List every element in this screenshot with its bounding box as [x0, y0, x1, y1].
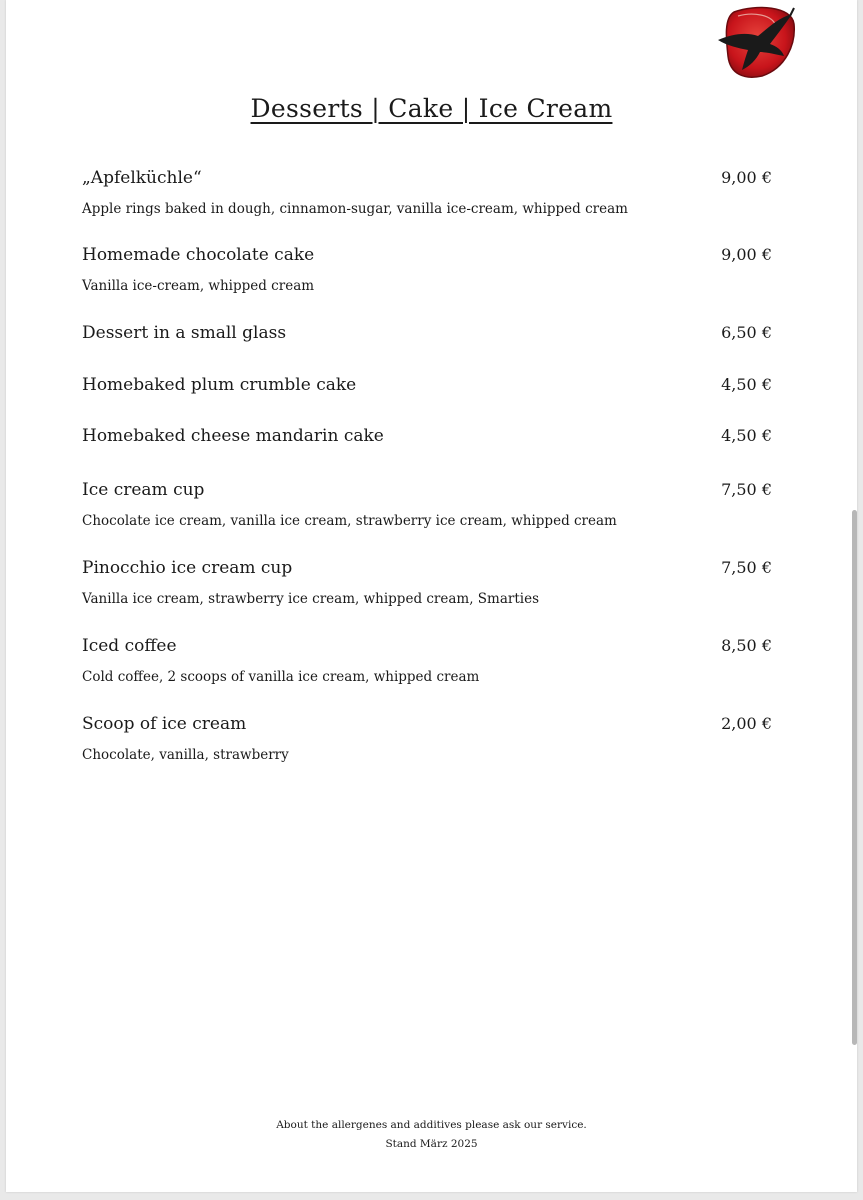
menu-item-description: Chocolate, vanilla, strawberry [82, 747, 289, 763]
menu-item-name: Homemade chocolate cake [82, 245, 315, 265]
menu-item-price: 9,00 € [721, 168, 772, 187]
menu-item-description: Vanilla ice-cream, whipped cream [82, 278, 315, 294]
menu-item-price: 9,00 € [721, 245, 772, 264]
menu-item-price: 8,50 € [721, 636, 772, 655]
menu-item-price: 4,50 € [721, 375, 772, 394]
eagle-logo-icon [712, 4, 798, 82]
menu-page [6, 0, 857, 1192]
menu-item-name: Iced coffee [82, 636, 177, 656]
menu-item-name: Dessert in a small glass [82, 323, 287, 343]
menu-item-description: Apple rings baked in dough, cinnamon-sugar, vanilla ice-cream, whipped cream [82, 201, 628, 217]
menu-item-description: Cold coffee, 2 scoops of vanilla ice cream, whipped cream [82, 669, 480, 685]
menu-title: Desserts | Cake | Ice Cream [250, 94, 613, 123]
menu-item-price: 6,50 € [721, 323, 772, 342]
menu-item-name: Homebaked cheese mandarin cake [82, 426, 384, 446]
menu-item-name: „Apfelküchle“ [82, 168, 202, 188]
vertical-scrollbar[interactable] [852, 510, 857, 1045]
menu-item-price: 7,50 € [721, 558, 772, 577]
menu-footer [6, 1116, 857, 1154]
date-line: Stand März 2025 [385, 1138, 478, 1150]
menu-item-name: Ice cream cup [82, 480, 205, 500]
menu-item-name: Pinocchio ice cream cup [82, 558, 293, 578]
menu-item-name: Homebaked plum crumble cake [82, 375, 357, 395]
menu-item-price: 2,00 € [721, 714, 772, 733]
menu-item-name: Scoop of ice cream [82, 714, 247, 734]
menu-item-price: 4,50 € [721, 426, 772, 445]
menu-item-price: 7,50 € [721, 480, 772, 499]
allergen-note: About the allergenes and additives please ask our service. [276, 1119, 587, 1131]
menu-item-description: Chocolate ice cream, vanilla ice cream, strawberry ice cream, whipped cream [82, 513, 617, 529]
menu-item-description: Vanilla ice cream, strawberry ice cream, whipped cream, Smarties [82, 591, 540, 607]
